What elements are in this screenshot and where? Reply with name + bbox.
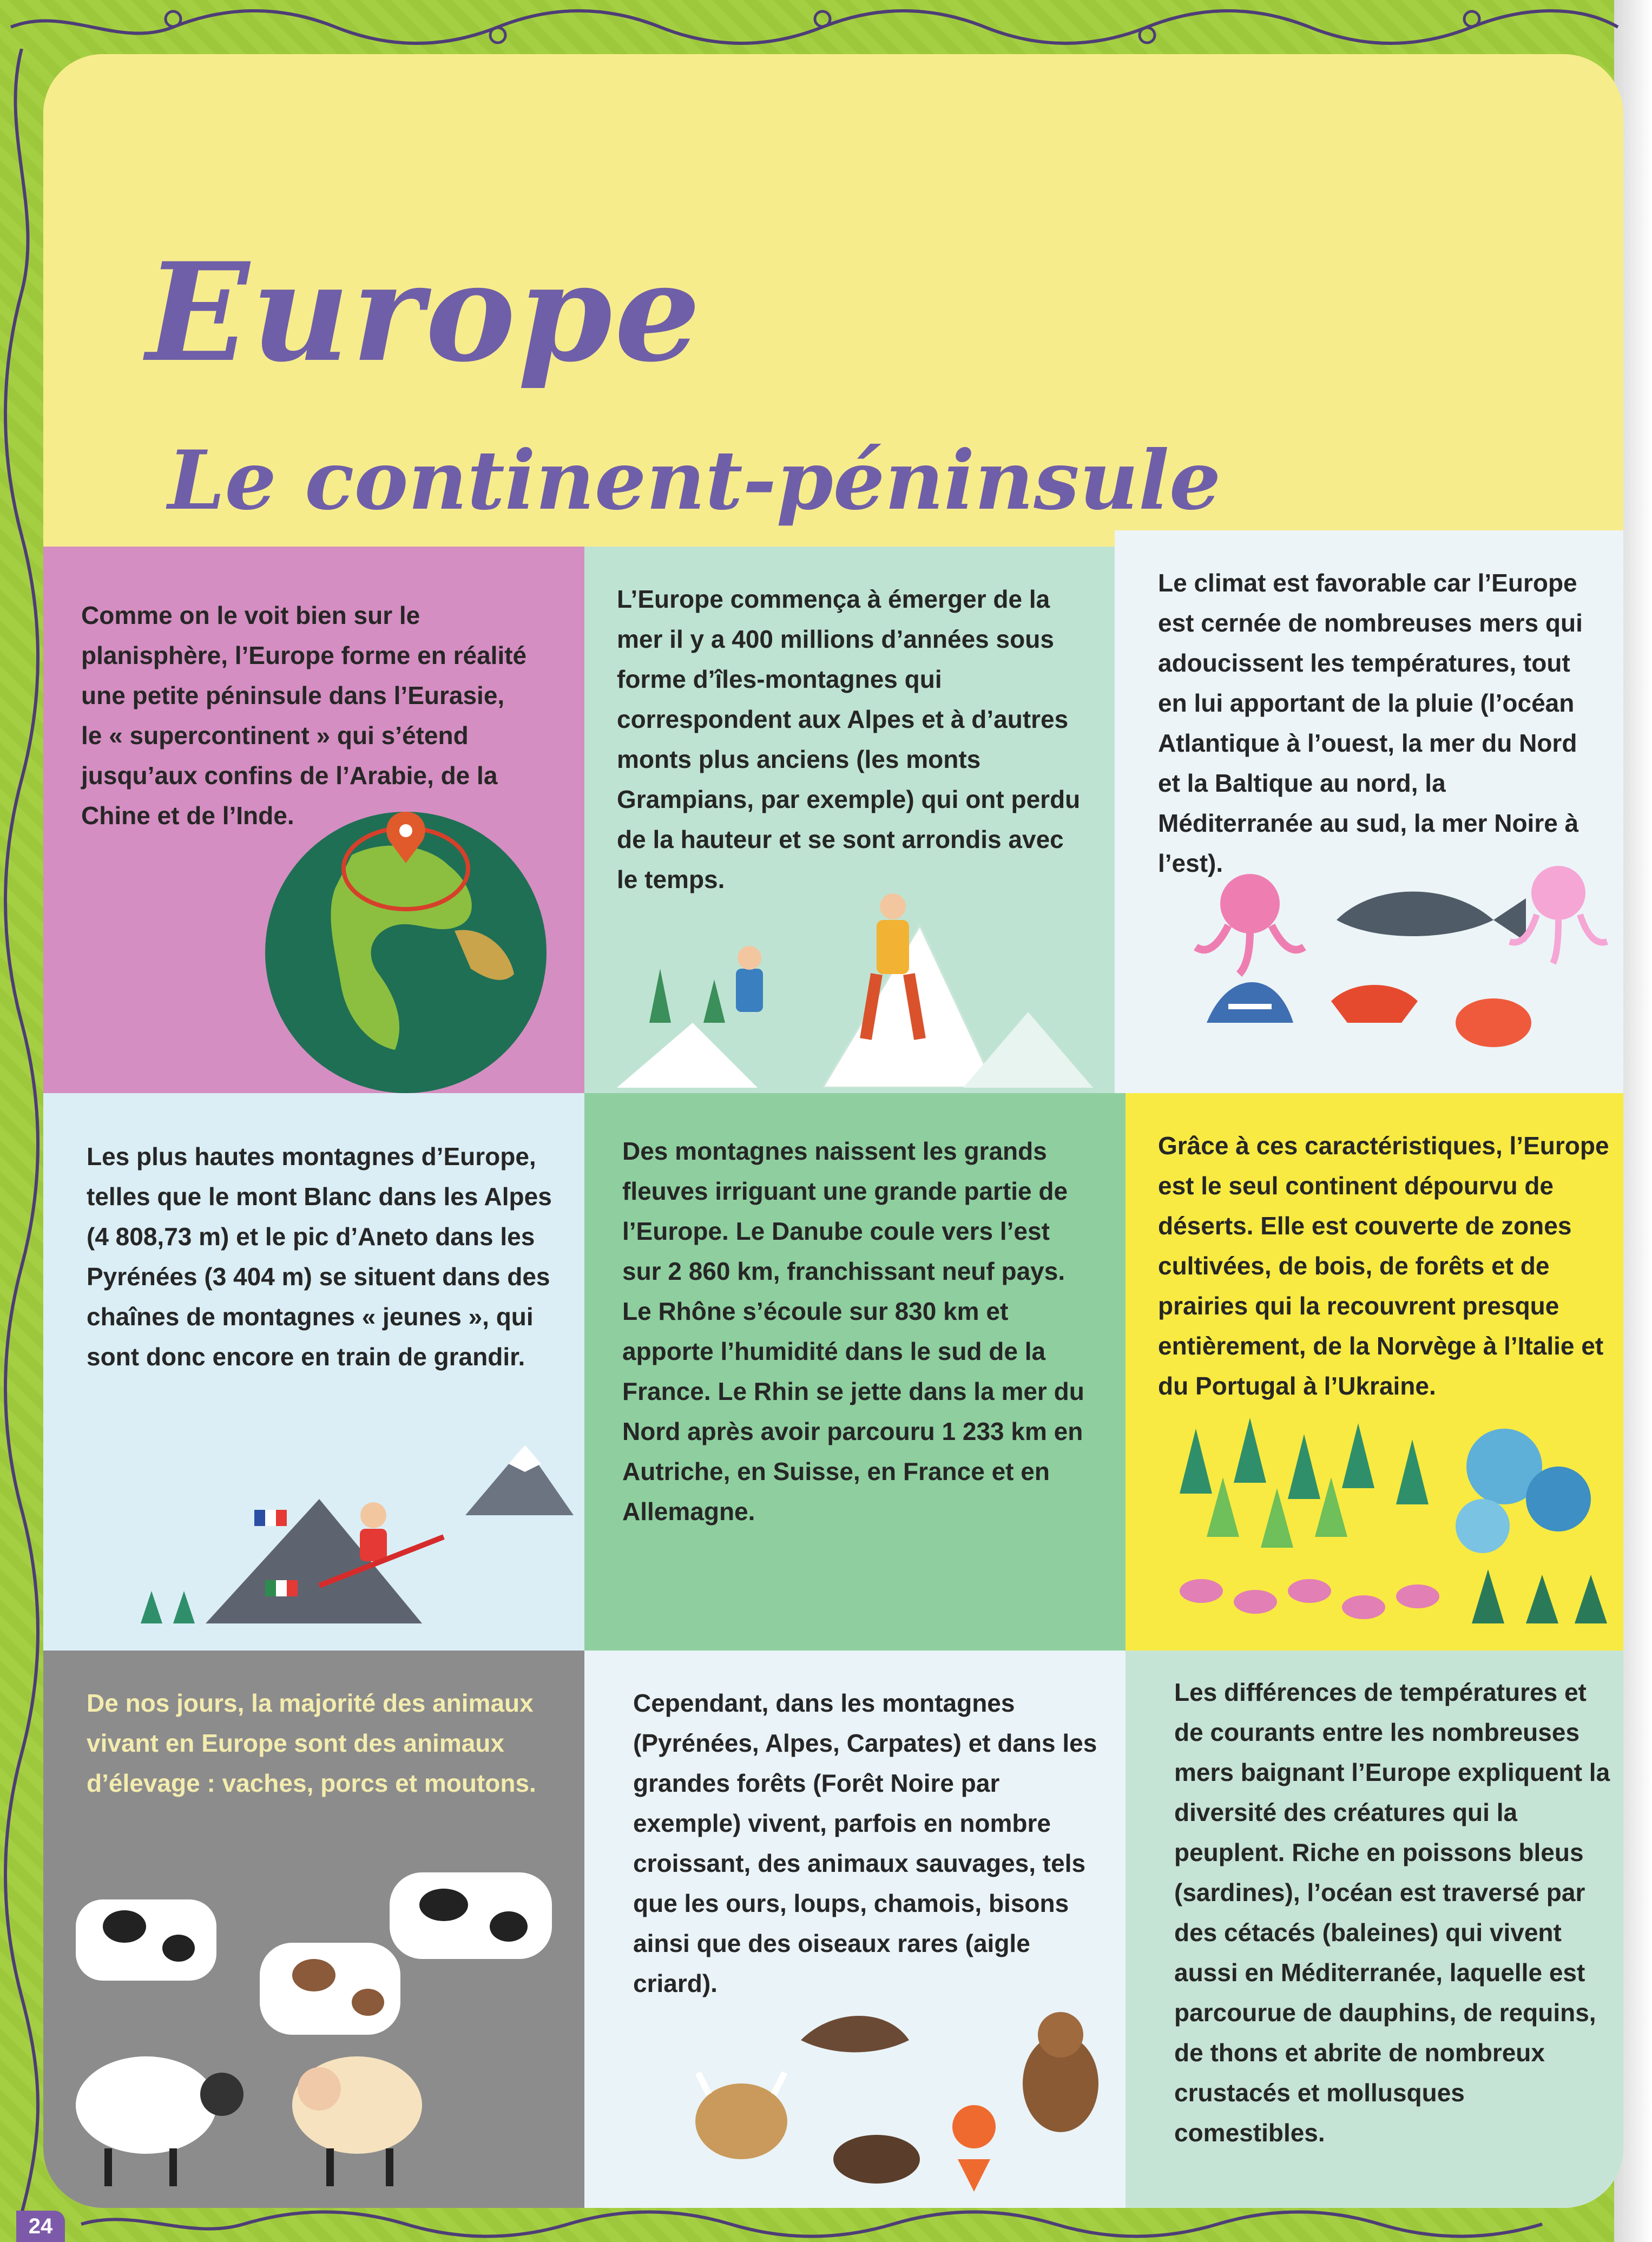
left-vine-ornament	[0, 49, 43, 2213]
cell-montagnes	[43, 1093, 584, 1651]
cell-montagnes-text: Les plus hautes montagnes d’Europe, telles que le mont Blanc dans les Alpes (4 808,73 m) et le pic d’Aneto dans les Pyrénées (3 404 m) se situent dans des chaînes de montagnes « jeunes », qui sont donc encore en train de grandir.	[87, 1142, 552, 1371]
cell-mers-text: Les différences de températures et de courants entre les nombreuses mers baignant l’Europe expliquent la diversité des créatures qui la peuplent. Riche en poissons bleus (sardines), l’océan est traversé par des cétacés (baleines) qui vivent aussi en Méditerranée, laquelle est parcourue de dauphins, de requins, de thons et abrite de nombreux crustacés et mollusques comestibles.	[1174, 1678, 1610, 2147]
top-vine-ornament	[0, 0, 1623, 51]
farm-animals-illustration	[65, 1867, 574, 2192]
cell-deserts-text: Grâce à ces caractéristiques, l’Europe est le seul continent dépourvu de déserts. Elle est couverte de zones cultivées, de bois, de forêts et de prairies qui la recouvrent presque entièrement, de la Norvège à l’Italie et du Portugal à l’Ukraine.	[1158, 1132, 1609, 1400]
cell-peninsule	[43, 547, 584, 1093]
cell-elevage	[43, 1651, 584, 2208]
bottom-vine-ornament	[0, 2208, 1623, 2242]
mountain-hikers-illustration	[617, 860, 1093, 1088]
cell-formation	[584, 547, 1115, 1093]
globe-illustration	[243, 790, 568, 1093]
cell-climat	[1115, 530, 1623, 1093]
skier-mountain-illustration	[141, 1396, 574, 1640]
cell-mers	[1126, 1651, 1623, 2208]
content-panel	[43, 54, 1623, 2208]
cell-fleuves	[584, 1093, 1126, 1651]
sea-creatures-illustration	[1147, 860, 1612, 1082]
cell-climat-text: Le climat est favorable car l’Europe est cernée de nombreuses mers qui adoucissent les températures, tout en lui apportant de la pluie (l’océan Atlantique à l’ouest, la mer du Nord et la Baltique au nord, la Méditerranée au sud, la mer Noire à l’est).	[1158, 569, 1583, 877]
forest-illustration	[1147, 1396, 1612, 1640]
cell-sauvages	[584, 1651, 1126, 2208]
cell-elevage-text: De nos jours, la majorité des animaux vivant en Europe sont des animaux d’élevage : vaches, porcs et moutons.	[87, 1689, 536, 1797]
page-title: Europe	[146, 233, 703, 392]
page-subtitle: Le continent-péninsule	[168, 433, 1221, 528]
cell-sauvages-text: Cependant, dans les montagnes (Pyrénées, Alpes, Carpates) et dans les grandes forêts (Forêt Noire par exemple) vivent, parfois en nombre croissant, des animaux sauvages, tels que les ours, loups, chamois, bisons ainsi que des oiseaux rares (aigle criard).	[633, 1689, 1097, 1997]
page-number: 24	[16, 2211, 65, 2242]
cell-peninsule-text: Comme on le voit bien sur le planisphère, l’Europe forme en réalité une petite péninsule dans l’Eurasie, le « supercontinent » qui s’étend jusqu’aux confins de l’Arabie, de la Chine et de l’Inde.	[81, 601, 527, 830]
wild-animals-illustration	[693, 1997, 1115, 2202]
cell-formation-text: L’Europe commença à émerger de la mer il y a 400 millions d’années sous forme d’îles-montagnes qui correspondent aux Alpes et à d’autres monts plus anciens (les monts Grampians, par exemple) qui ont perdu de la hauteur et se sont arrondis avec le temps.	[617, 585, 1081, 893]
cell-deserts	[1126, 1093, 1623, 1651]
cell-fleuves-text: Des montagnes naissent les grands fleuves irriguant une grande partie de l’Europe. Le Danube coule vers l’est sur 2 860 km, franchissant neuf pays. Le Rhône s’écoule sur 830 km et apporte l’humidité dans le sud de la France. Le Rhin se jette dans la mer du Nord après avoir parcouru 1 233 km en Autriche, en Suisse, en France et en Allemagne.	[622, 1137, 1084, 1526]
